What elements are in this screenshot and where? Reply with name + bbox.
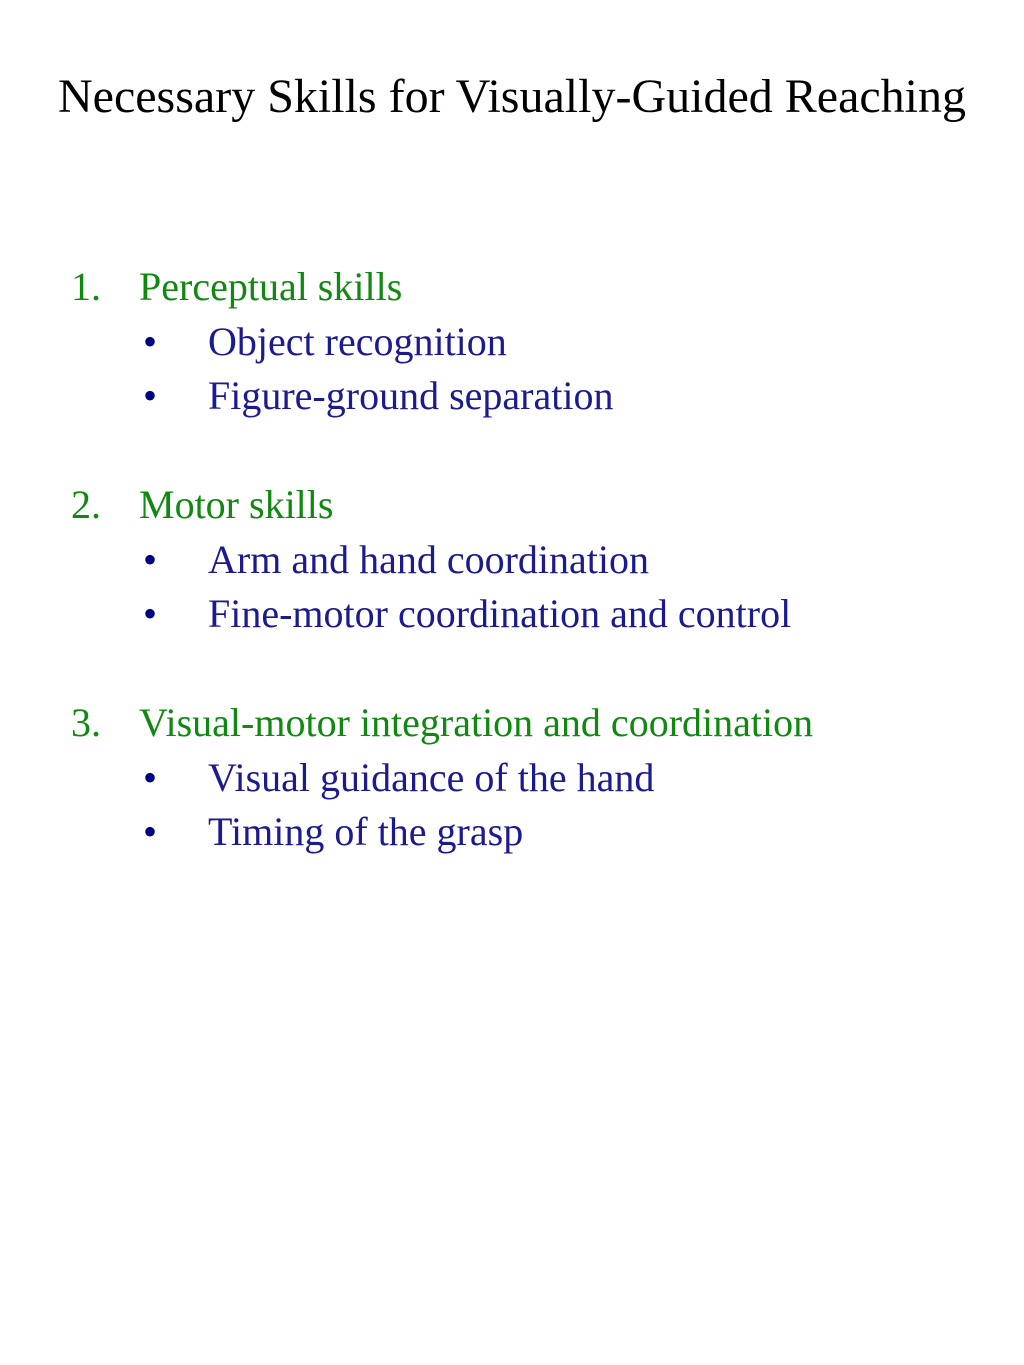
list-item-text: Figure-ground separation [208, 373, 614, 418]
bullet-icon: • [143, 537, 158, 582]
section-number: 2. [71, 482, 101, 527]
list-item [0, 751, 1024, 805]
section-label: Perceptual skills [139, 264, 403, 309]
bullet-icon: • [143, 755, 158, 800]
slide-title: Necessary Skills for Visually-Guided Reaching [57, 70, 967, 123]
bullet-icon: • [143, 319, 158, 364]
list-item-text: Fine-motor coordination and control [208, 591, 792, 636]
section-heading [0, 478, 1024, 532]
list-item [0, 315, 1024, 369]
bullet-icon: • [143, 373, 158, 418]
list-item [0, 805, 1024, 859]
list-item [0, 369, 1024, 423]
section-label: Motor skills [139, 482, 334, 527]
bullet-icon: • [143, 809, 158, 854]
list-item-text: Visual guidance of the hand [208, 755, 655, 800]
list-item-text: Arm and hand coordination [208, 537, 649, 582]
bullet-icon: • [143, 591, 158, 636]
section-heading [0, 696, 1024, 750]
section-label: Visual-motor integration and coordination [139, 700, 814, 745]
section-number: 3. [71, 700, 101, 745]
section-number: 1. [71, 264, 101, 309]
list-item-text: Object recognition [208, 319, 507, 364]
list-item [0, 587, 1024, 641]
list-item-text: Timing of the grasp [208, 809, 524, 854]
section-heading [0, 260, 1024, 314]
list-item [0, 533, 1024, 587]
